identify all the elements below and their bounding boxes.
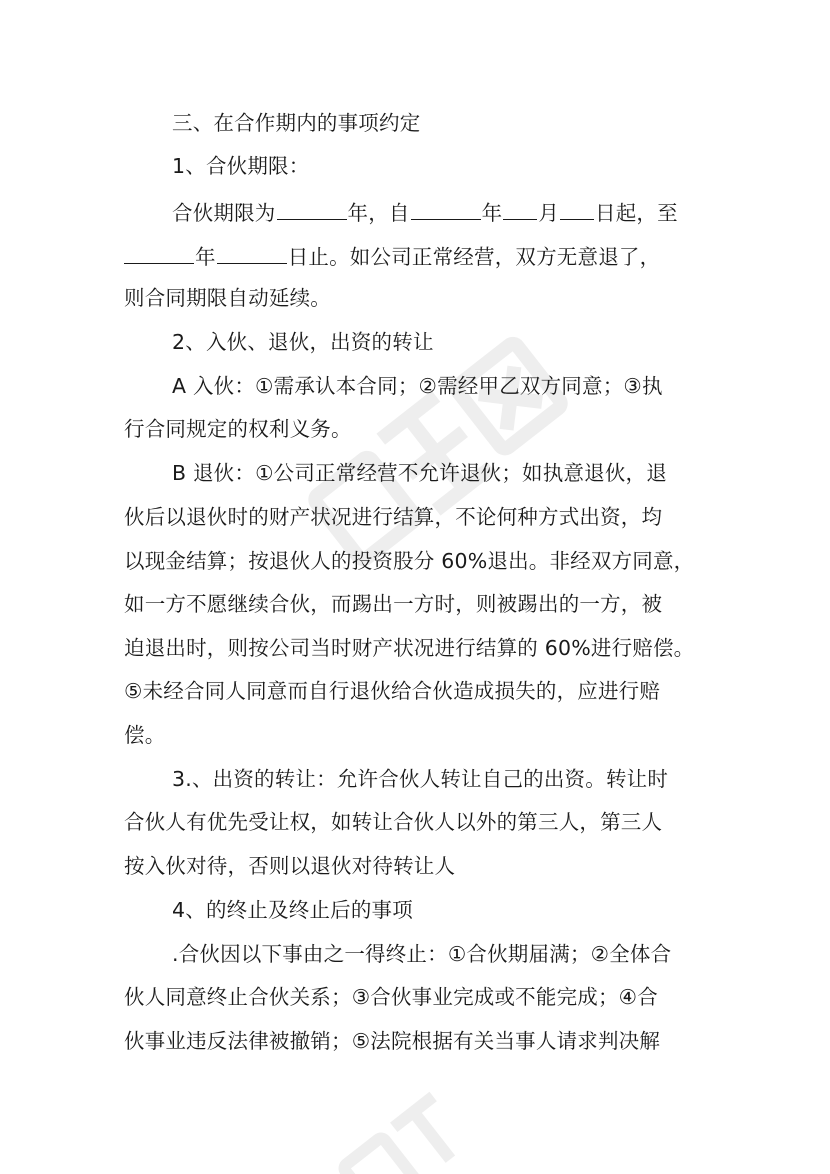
subsection-heading-term: 1、合伙期限： bbox=[172, 154, 310, 178]
paragraph-line: 按入伙对待，否则以退伙对待转让人 bbox=[124, 854, 456, 878]
paragraph-line: ⑤未经合同人同意而自行退伙给合伙造成损失的，应进行赔 bbox=[124, 679, 661, 703]
paragraph-line: .合伙因以下事由之一得终止：①合伙期届满；②全体合 bbox=[172, 942, 672, 966]
blank-field-end-year[interactable] bbox=[124, 241, 194, 264]
paragraph-line: 如一方不愿继续合伙，而踢出一方时，则被踢出的一方，被 bbox=[124, 592, 663, 616]
paragraph-line: 以现金结算；按退伙人的投资股分 60%退出。非经双方同意， bbox=[124, 549, 695, 573]
blank-field-start-month[interactable] bbox=[503, 197, 537, 220]
paragraph-line: 伙人同意终止合伙关系；③合伙事业完成或不能完成；④合 bbox=[124, 985, 658, 1009]
paragraph-text: 合伙期限为 bbox=[172, 201, 276, 225]
paragraph-text: 年 bbox=[195, 245, 216, 269]
blank-field-start-day[interactable] bbox=[560, 197, 594, 220]
paragraph-line bbox=[0, 197, 830, 227]
paragraph-line bbox=[0, 241, 830, 271]
paragraph-line: 偿。 bbox=[124, 723, 166, 747]
paragraph-line: 则合同期限自动延续。 bbox=[124, 286, 331, 310]
paragraph-text: 年，自 bbox=[347, 201, 410, 225]
paragraph-line: 伙事业违反法律被撤销；⑤法院根据有关当事人请求判决解 bbox=[124, 1029, 661, 1053]
blank-field-years[interactable] bbox=[277, 197, 347, 220]
paragraph-line: 合伙人有优先受让权，如转让合伙人以外的第三人，第三人 bbox=[124, 810, 663, 834]
watermark-graphic-bottom bbox=[330, 1060, 490, 1174]
paragraph-text: 日起，至 bbox=[595, 201, 678, 225]
paragraph-text: 日止。如公司正常经营，双方无意退了， bbox=[287, 245, 661, 269]
blank-field-end-day[interactable] bbox=[217, 241, 287, 264]
blank-field-start-year[interactable] bbox=[411, 197, 481, 220]
paragraph-text: 年 bbox=[481, 201, 503, 225]
subsection-heading-transfer: 2、入伙、退伙，出资的转让 bbox=[172, 330, 434, 354]
paragraph-text: 月 bbox=[538, 201, 560, 225]
paragraph-line: B 退伙：①公司正常经营不允许退伙；如执意退伙，退 bbox=[172, 461, 667, 485]
section-heading: 三、在合作期内的事项约定 bbox=[172, 111, 421, 135]
paragraph-line: 迫退出时，则按公司当时财产状况进行结算的 60%进行赔偿。 bbox=[124, 636, 695, 660]
paragraph-line: A 入伙：①需承认本合同；②需经甲乙双方同意；③执 bbox=[172, 374, 663, 398]
paragraph-line: 3.、出资的转让：允许合伙人转让自己的出资。转让时 bbox=[172, 767, 669, 791]
subsection-heading-termination: 4、的终止及终止后的事项 bbox=[172, 898, 413, 922]
paragraph-line: 伙后以退伙时的财产状况进行结算，不论何种方式出资，均 bbox=[124, 505, 663, 529]
paragraph-line: 行合同规定的权利义务。 bbox=[124, 417, 352, 441]
